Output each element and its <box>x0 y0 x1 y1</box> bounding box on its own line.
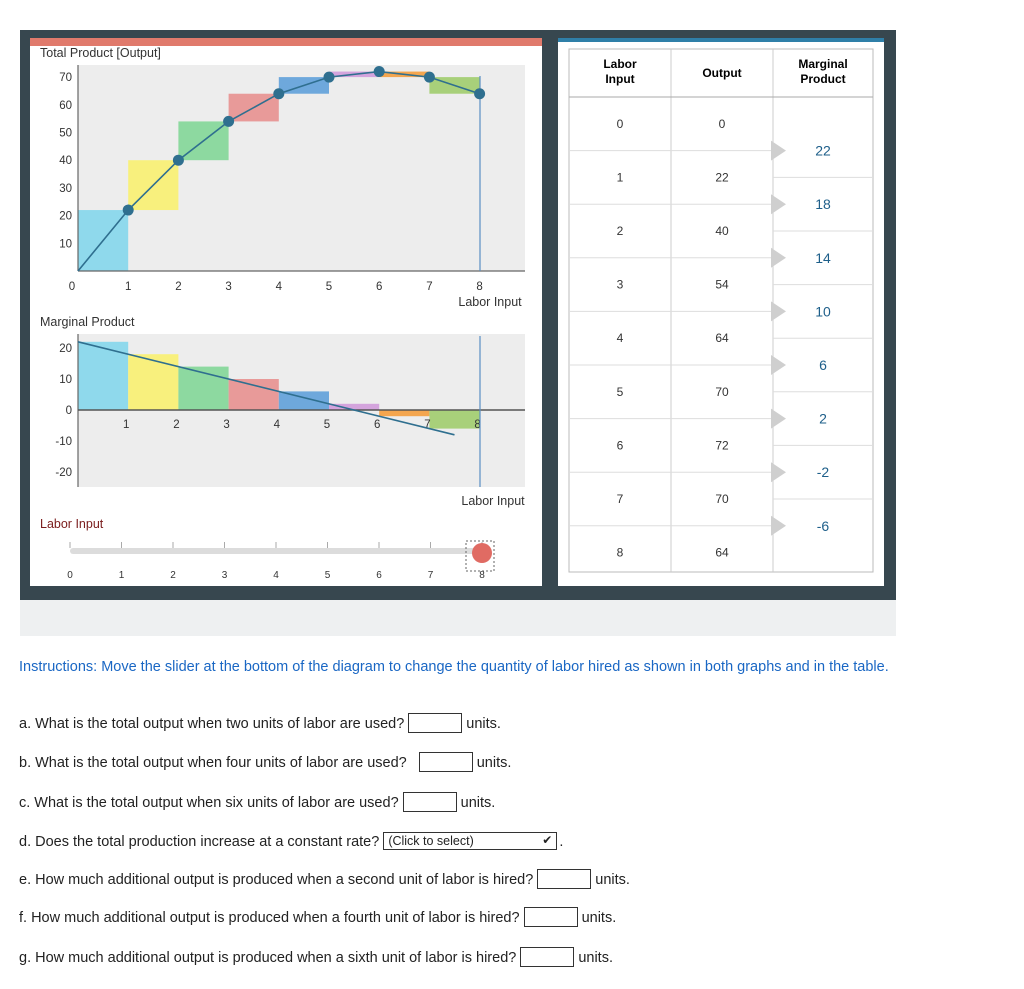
tp-point-2 <box>173 155 184 166</box>
mp-y-tick-label: 0 <box>65 405 72 417</box>
answer-d-select[interactable] <box>383 832 557 850</box>
question-b-text: b. What is the total output when four units of labor are used? <box>19 754 407 771</box>
tp-x-tick-label: 0 <box>68 281 76 293</box>
graphs-top-accent <box>30 38 542 46</box>
question-a <box>19 713 501 735</box>
mp-x-tick-label: 3 <box>223 419 230 431</box>
table-labor-cell: 1 <box>616 170 624 185</box>
tp-y-tick-label: 70 <box>59 72 72 85</box>
question-b-unit: units. <box>476 754 512 771</box>
table-output-cell: 64 <box>715 545 729 560</box>
table-marginal-cell: 10 <box>815 303 831 320</box>
slider-handle[interactable] <box>472 543 492 563</box>
slider-track[interactable] <box>70 548 482 554</box>
table-labor-cell: 4 <box>616 331 624 346</box>
question-e-text: e. How much additional output is produced when a second unit of labor is hired? <box>19 871 534 888</box>
tp-x-tick-label: 5 <box>325 281 333 293</box>
mp-bar-2 <box>128 354 178 410</box>
graphs-canvas <box>30 38 542 586</box>
table-labor-cell: 2 <box>616 224 624 238</box>
question-g <box>19 947 613 969</box>
question-d-suffix: . <box>559 833 564 850</box>
chevron-down-icon: ✔ <box>542 833 553 847</box>
mp-x-tick-label: 1 <box>122 419 130 431</box>
tp-point-8 <box>474 88 485 99</box>
answer-g-input[interactable] <box>520 947 574 967</box>
table-output-cell: 70 <box>715 492 729 506</box>
table-labor-cell: 0 <box>616 116 624 131</box>
table-marginal-cell: 6 <box>819 357 827 373</box>
question-f-text: f. How much additional output is produced when a fourth unit of labor is hired? <box>19 909 520 926</box>
question-g-text: g. How much additional output is produced when a sixth unit of labor is hired? <box>19 949 517 966</box>
tp-y-tick-label: 10 <box>59 238 72 251</box>
tp-x-tick-label: 7 <box>426 281 433 293</box>
mp-bar-5 <box>279 391 329 410</box>
tp-point-7 <box>424 72 435 83</box>
table-labor-cell: 5 <box>616 384 624 399</box>
table-marginal-cell: -6 <box>816 517 830 534</box>
table-marginal-cell: 14 <box>815 249 831 266</box>
header-marginal-line2: Product <box>800 72 846 86</box>
slider-tick-label: 5 <box>324 570 331 581</box>
tp-point-3 <box>223 116 234 127</box>
answer-e-input[interactable] <box>537 869 591 889</box>
question-f <box>19 907 616 929</box>
question-a-text: a. What is the total output when two units of labor are used? <box>19 715 405 732</box>
tp-x-tick-label: 2 <box>175 281 182 293</box>
tp-chart-title: Total Product [Output] <box>40 46 161 60</box>
tp-x-tick-label: 6 <box>375 281 383 293</box>
slider-tick-label: 4 <box>273 570 279 581</box>
question-c <box>19 792 495 814</box>
table-marginal-cell: 2 <box>819 410 827 427</box>
slider-tick-label: 3 <box>221 570 228 581</box>
mp-x-tick-label: 6 <box>373 419 381 431</box>
question-e <box>19 869 630 891</box>
table-labor-cell: 8 <box>616 545 624 560</box>
header-labor-line2: Input <box>605 72 635 86</box>
answer-d-select-value: (Click to select) <box>388 834 474 848</box>
table-marginal-cell: 22 <box>815 142 831 159</box>
graphs-area <box>30 38 542 586</box>
tp-point-1 <box>123 205 134 216</box>
question-e-unit: units. <box>595 871 630 888</box>
table-output-cell: 70 <box>715 384 729 399</box>
slider-tick-label: 7 <box>427 570 434 581</box>
table-output-cell: 0 <box>718 116 726 131</box>
slider-tick-label: 0 <box>67 570 73 581</box>
production-table-area <box>558 38 884 586</box>
tp-y-tick-label: 30 <box>59 182 72 195</box>
slider-tick-label: 6 <box>376 570 382 581</box>
question-b <box>19 752 511 774</box>
tp-x-tick-label: 1 <box>124 281 132 293</box>
table-output-cell: 40 <box>715 224 729 238</box>
answer-b-input[interactable] <box>419 752 473 772</box>
table-output-cell: 64 <box>715 331 729 346</box>
mp-x-tick-label: 7 <box>424 419 431 431</box>
tp-x-axis-label: Labor Input <box>458 295 522 309</box>
table-marginal-cell: -2 <box>816 464 830 481</box>
question-d <box>19 832 563 852</box>
mp-y-tick-label: 20 <box>59 343 72 355</box>
tp-y-tick-label: 20 <box>59 210 72 223</box>
table-output-cell: 22 <box>715 170 729 185</box>
mp-bar-6 <box>329 404 379 410</box>
instructions-text: Instructions: Move the slider at the bottom of the diagram to change the quantity of labor hired as shown in both graphs and in the table. <box>19 659 889 675</box>
production-table <box>558 38 884 586</box>
question-a-unit: units. <box>466 715 501 732</box>
mp-x-axis-label: Labor Input <box>461 494 525 508</box>
slider-tick-label: 2 <box>170 570 176 581</box>
tp-y-tick-label: 40 <box>59 155 72 168</box>
tp-x-tick-label: 8 <box>476 281 483 293</box>
answer-c-input[interactable] <box>403 792 457 812</box>
tp-y-tick-label: 60 <box>59 99 72 112</box>
header-output: Output <box>702 66 742 80</box>
tp-point-6 <box>374 66 385 77</box>
mp-y-tick-label: 10 <box>59 374 72 386</box>
tp-point-5 <box>324 72 335 83</box>
question-f-unit: units. <box>581 909 617 926</box>
mp-chart-title: Marginal Product <box>40 315 135 329</box>
table-labor-cell: 3 <box>616 277 624 292</box>
slider-tick-label: 8 <box>479 570 485 581</box>
question-d-text: d. Does the total production increase at a constant rate? <box>19 833 380 850</box>
question-g-unit: units. <box>578 949 613 966</box>
mp-bar-4 <box>229 379 279 410</box>
mp-bar-7 <box>379 410 429 416</box>
table-marginal-cell: 18 <box>815 196 831 213</box>
table-labor-cell: 6 <box>616 438 624 453</box>
header-marginal-line1: Marginal <box>798 57 848 71</box>
slider-label: Labor Input <box>40 517 104 531</box>
tp-x-tick-label: 4 <box>275 281 283 293</box>
tp-point-4 <box>273 88 284 99</box>
table-top-accent <box>558 38 884 42</box>
mp-y-tick-label: -10 <box>55 436 72 448</box>
mp-x-tick-label: 5 <box>323 419 331 431</box>
mp-bar-8 <box>429 410 479 429</box>
header-labor-line1: Labor <box>603 57 637 71</box>
question-c-unit: units. <box>460 794 496 811</box>
tp-x-tick-label: 3 <box>225 281 232 293</box>
tp-y-tick-label: 50 <box>59 127 72 140</box>
mp-x-tick-label: 2 <box>173 419 180 431</box>
mp-x-tick-label: 4 <box>273 419 281 431</box>
slider-tick-label: 1 <box>118 570 125 581</box>
table-output-cell: 54 <box>715 277 729 292</box>
table-labor-cell: 7 <box>616 492 624 506</box>
question-c-text: c. What is the total output when six units of labor are used? <box>19 794 399 811</box>
panel-footer-band <box>20 600 896 636</box>
answer-a-input[interactable] <box>408 713 462 733</box>
mp-y-tick-label: -20 <box>55 467 72 479</box>
mp-x-tick-label: 8 <box>474 419 481 431</box>
table-output-cell: 72 <box>715 438 729 453</box>
answer-f-input[interactable] <box>524 907 578 927</box>
